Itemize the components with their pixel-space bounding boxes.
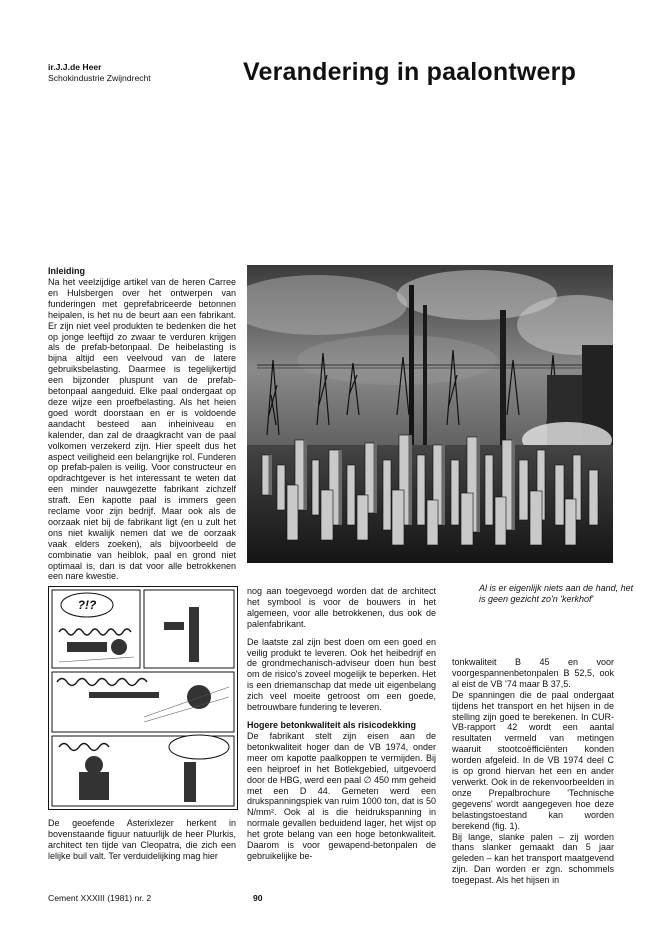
intro-section	[48, 266, 236, 582]
section-heading-betonkwaliteit: Hogere betonkwaliteit als risicodekking	[247, 719, 417, 730]
col2-paragraph-1: nog aan toegevoegd worden dat de architect het symbool is voor de bouwers in het algemeen, voor alle betrokkenen, dus ook de palenfabrikant.	[247, 586, 436, 629]
pile-field-photo	[247, 265, 613, 563]
page-number: 90	[253, 893, 263, 903]
comic-panels-illustration	[49, 587, 237, 809]
comic-speech-text: ?!?	[77, 598, 97, 612]
col3-paragraph-2: De spanningen die de paal ondergaat tijdens het transport en het hijsen in de stelling zijn goed te berekenen. In CUR-VB-rapport 42 wordt een aantal resultaten vermeld van metingen waaruit stootcoëfficiënten konden worden afgeleid. In de VB 1974 deel C is op grond hiervan het een en ander verwerkt. Ook in de rekenvoorbeelden in onze Prepalbrochure 'Technische gegevens' wordt aangegeven hoe deze belastingstoestand kan worden berekend (fig. 1).	[452, 689, 614, 831]
column-3	[452, 657, 614, 886]
author-block	[48, 62, 151, 83]
col2-paragraph-3: De fabrikant stelt zijn eisen aan de betonkwaliteit hoger dan de VB 1974, onder meer om kapotte paalkoppen te vermijden. Bij een heiproef in het Botlekgebied, uitgevoerd door de HBG, werd een paal ∅ 450 mm geheid met een D 44. Gemeten werd een drukspanningspiek van ruim 1000 ton, dat is 50 N/mm². Ook al is die heidrukspanning in normale gevallen beduidend lager, het wijst op het grote belang van een hoge betonkwaliteit. Daarom is voor gewapend-betonpalen de gebruikelijke be-	[247, 730, 436, 861]
column-2	[247, 586, 436, 862]
comic-caption: De geoefende Asterixlezer herkent in bovenstaande figuur natuurlijk de heer Plurkis, architect ten tijde van Cleopatra, die zich een lelijke buil valt. Ter verduidelijking mag hier	[48, 818, 236, 861]
author-name: ir.J.J.de Heer	[48, 62, 102, 72]
intro-heading: Inleiding	[48, 266, 85, 276]
journal-footer: Cement XXXIII (1981) nr. 2	[48, 893, 152, 903]
col2-paragraph-2: De laatste zal zijn best doen om een goed en veilig produkt te leveren. Ook het heibedrijf en de grondmechanisch-adviseur doen hun best om de risico's zoveel mogelijk te beperken. Het is een driemanschap dat mede uit eigenbelang zich veel moeite getroost om een goede, betrouwbare fundering te leveren.	[247, 636, 436, 713]
col3-paragraph-1: tonkwaliteit B 45 en voor voorgespannenbetonpalen B 52,5, ook al eist de VB '74 maar B 37,5.	[452, 657, 614, 689]
asterix-comic-figure	[48, 586, 238, 810]
photo-caption: Al is er eigenlijk niets aan de hand, het is geen gezicht zo'n 'kerkhof'	[479, 583, 634, 604]
intro-paragraph: Na het veelzijdige artikel van de heren Carree en Hulsbergen over het ontwerpen van funderingen met geprefabriceerde betonnen heipalen, is het nu de beurt aan een fabrikant. Er zijn niet veel produkten te bedenken die het op jonge leeftijd zo zwaar te verduren krijgen als de prefab-betonpaal. De heibelasting is bijna altijd een veelvoud van de latere gebruiksbelasting. Daarmee is tegelijkertijd een bijzonder pluspunt van de prefab-betonpaal aangeduid. Elke paal ondergaat op deze wijze een proefbelasting. Als het heien goed wordt doorstaan en er is voldoende aandacht besteed aan inheiniveau en kalender, dan zal de draagkracht van de paal volkomen verzekerd zijn. Hier speelt dus het aspect veiligheid een belangrijke rol. Funderen op prefab-palen is veilig. Voor constructeur en opdrachtgever is het interessant te weten dat een minder nauwgezette fabrikant zichzelf straft. Een kapotte paal is immers geen reclame voor zijn bedrijf. Maar ook als de oorzaak niet bij de fabrikant ligt (en u zult het ons niet kwalijk nemen dat we de oorzaak vaak elders zoeken), als bijvoorbeeld de combinatie van heiblok, paal en grond niet optimaal is, dan is dat voor alle betrokkenen een nare kwestie.	[48, 277, 236, 582]
col3-paragraph-3: Bij lange, slanke palen – zij worden thans slanker gemaakt dan 5 jaar geleden – kan het transport maatgevend zijn. Dan worden er zgn. schommels toegepast. Als het hijsen in	[452, 831, 614, 886]
author-affiliation: Schokindustrie Zwijndrecht	[48, 72, 151, 83]
article-title: Verandering in paalontwerp	[243, 58, 577, 86]
pile-field-illustration	[247, 265, 613, 563]
